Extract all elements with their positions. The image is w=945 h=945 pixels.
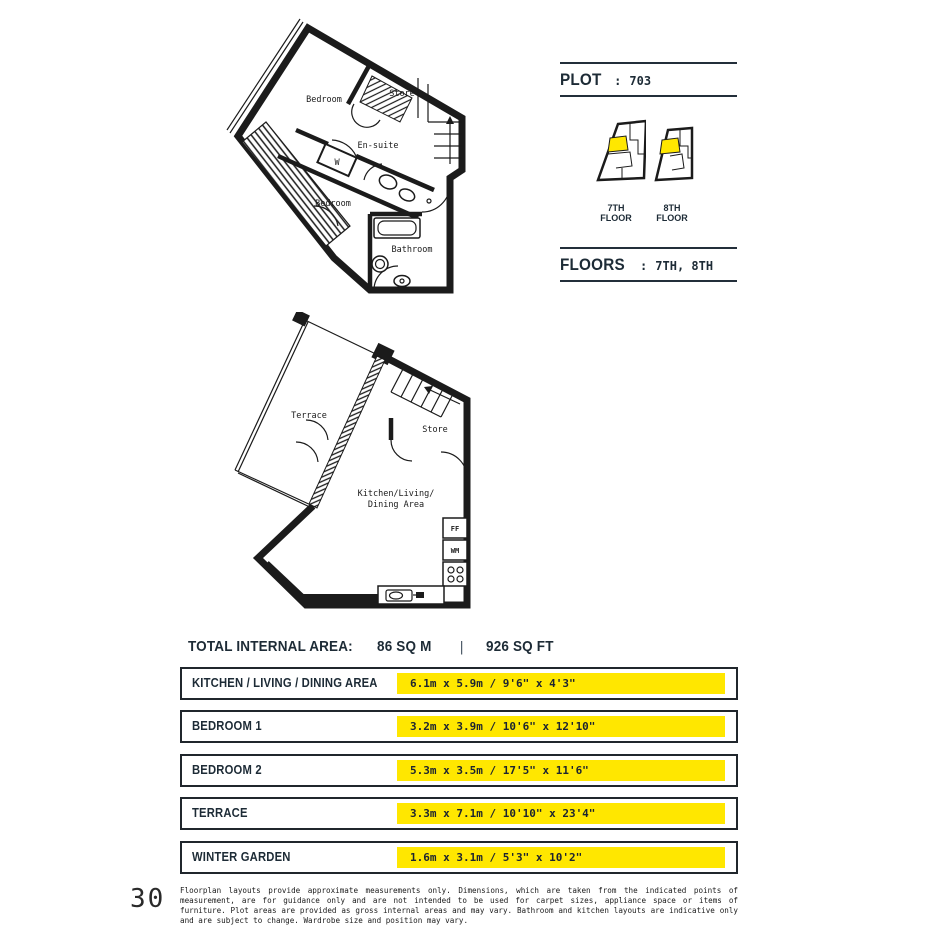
room-label-kitchen-line2: Dining Area [367, 500, 425, 510]
room-name: BEDROOM 2 [192, 763, 262, 777]
room-label-wardrobe: W [334, 158, 340, 168]
room-label-store-upper: Store [389, 89, 415, 99]
room-name: BEDROOM 1 [192, 719, 262, 733]
highlighted-unit [660, 138, 680, 154]
divider-rule [560, 62, 737, 64]
room-name: TERRACE [192, 806, 248, 820]
total-area-label: TOTAL INTERNAL AREA: [188, 638, 353, 655]
locator-8th-line2: FLOOR [656, 213, 688, 223]
table-row [180, 754, 738, 787]
plot-value: 703 [629, 74, 652, 88]
page-number: 30 [130, 884, 166, 914]
room-dimensions: 5.3m x 3.5m / 17'5" x 11'6" [410, 764, 589, 777]
room-label-store-lower: Store [422, 425, 448, 435]
dimension-highlight-bar [397, 847, 725, 868]
hob-icon [443, 562, 467, 586]
toilet-icon [394, 276, 410, 287]
locator-label-8th [646, 203, 698, 223]
upper-floorplan [222, 18, 482, 308]
total-area-divider: | [457, 640, 466, 655]
table-row [180, 667, 738, 700]
floors-panel [560, 255, 737, 275]
room-label-terrace: Terrace [291, 411, 327, 421]
terrace-door-arcs [296, 420, 328, 462]
room-label-ensuite: En-suite [357, 141, 399, 151]
floor-locator-7th [586, 116, 646, 188]
plot-panel [560, 70, 737, 90]
dimension-highlight-bar [397, 803, 725, 824]
lower-floorplan [228, 312, 478, 612]
floor-locator-8th [652, 124, 696, 186]
table-row [180, 841, 738, 874]
total-area-metric: 86 SQ M [377, 638, 432, 655]
bathroom-sink-icon [372, 256, 388, 272]
plot-colon: : [614, 74, 622, 88]
bathtub [374, 218, 420, 238]
locator-8th-line1: 8TH [663, 203, 681, 213]
room-name: KITCHEN / LIVING / DINING AREA [192, 676, 378, 690]
label-washing-machine: WM [450, 547, 460, 555]
room-dimensions: 6.1m x 5.9m / 9'6" x 4'3" [410, 677, 576, 690]
total-internal-area [188, 638, 561, 655]
divider-rule [560, 247, 737, 249]
table-row [180, 797, 738, 830]
dimension-highlight-bar [397, 673, 725, 694]
plot-label: PLOT [560, 70, 602, 89]
room-name: WINTER GARDEN [192, 850, 291, 864]
room-label-bedroom-top: Bedroom [306, 95, 342, 105]
floors-value: 7TH, 8TH [655, 259, 714, 273]
table-row [180, 710, 738, 743]
room-label-bathroom: Bathroom [391, 245, 433, 255]
room-dimensions: 3.2m x 3.9m / 10'6" x 12'10" [410, 720, 596, 733]
floors-colon: : [640, 259, 648, 273]
dimension-highlight-bar [397, 760, 725, 781]
dimension-highlight-bar [397, 716, 725, 737]
room-dimensions: 1.6m x 3.1m / 5'3" x 10'2" [410, 851, 583, 864]
floors-label: FLOORS [560, 255, 625, 274]
divider-rule [560, 95, 737, 97]
locator-7th-line2: FLOOR [600, 213, 632, 223]
room-label-kitchen-line1: Kitchen/Living/ [357, 489, 435, 499]
locator-label-7th [586, 203, 646, 223]
label-fridge-freezer: FF [450, 525, 460, 533]
room-label-bedroom-main: Bedroom [315, 199, 351, 209]
divider-rule [560, 280, 737, 282]
disclaimer-text: Floorplan layouts provide approximate measurements only. Dimensions, which are taken from the indicated points of measurement, are for guidance only and are not intended to be used for carpet sizes, appliance space or items of furniture. Plot areas are provided as gross internal areas and may vary. Bathroom and kitchen layouts are indicative only and are subject to change. Wardrobe size and position may vary. [180, 886, 738, 926]
locator-7th-line1: 7TH [607, 203, 625, 213]
total-area-imperial: 926 SQ FT [485, 638, 554, 655]
highlighted-unit [608, 136, 628, 152]
room-dimensions: 3.3m x 7.1m / 10'10" x 23'4" [410, 807, 596, 820]
